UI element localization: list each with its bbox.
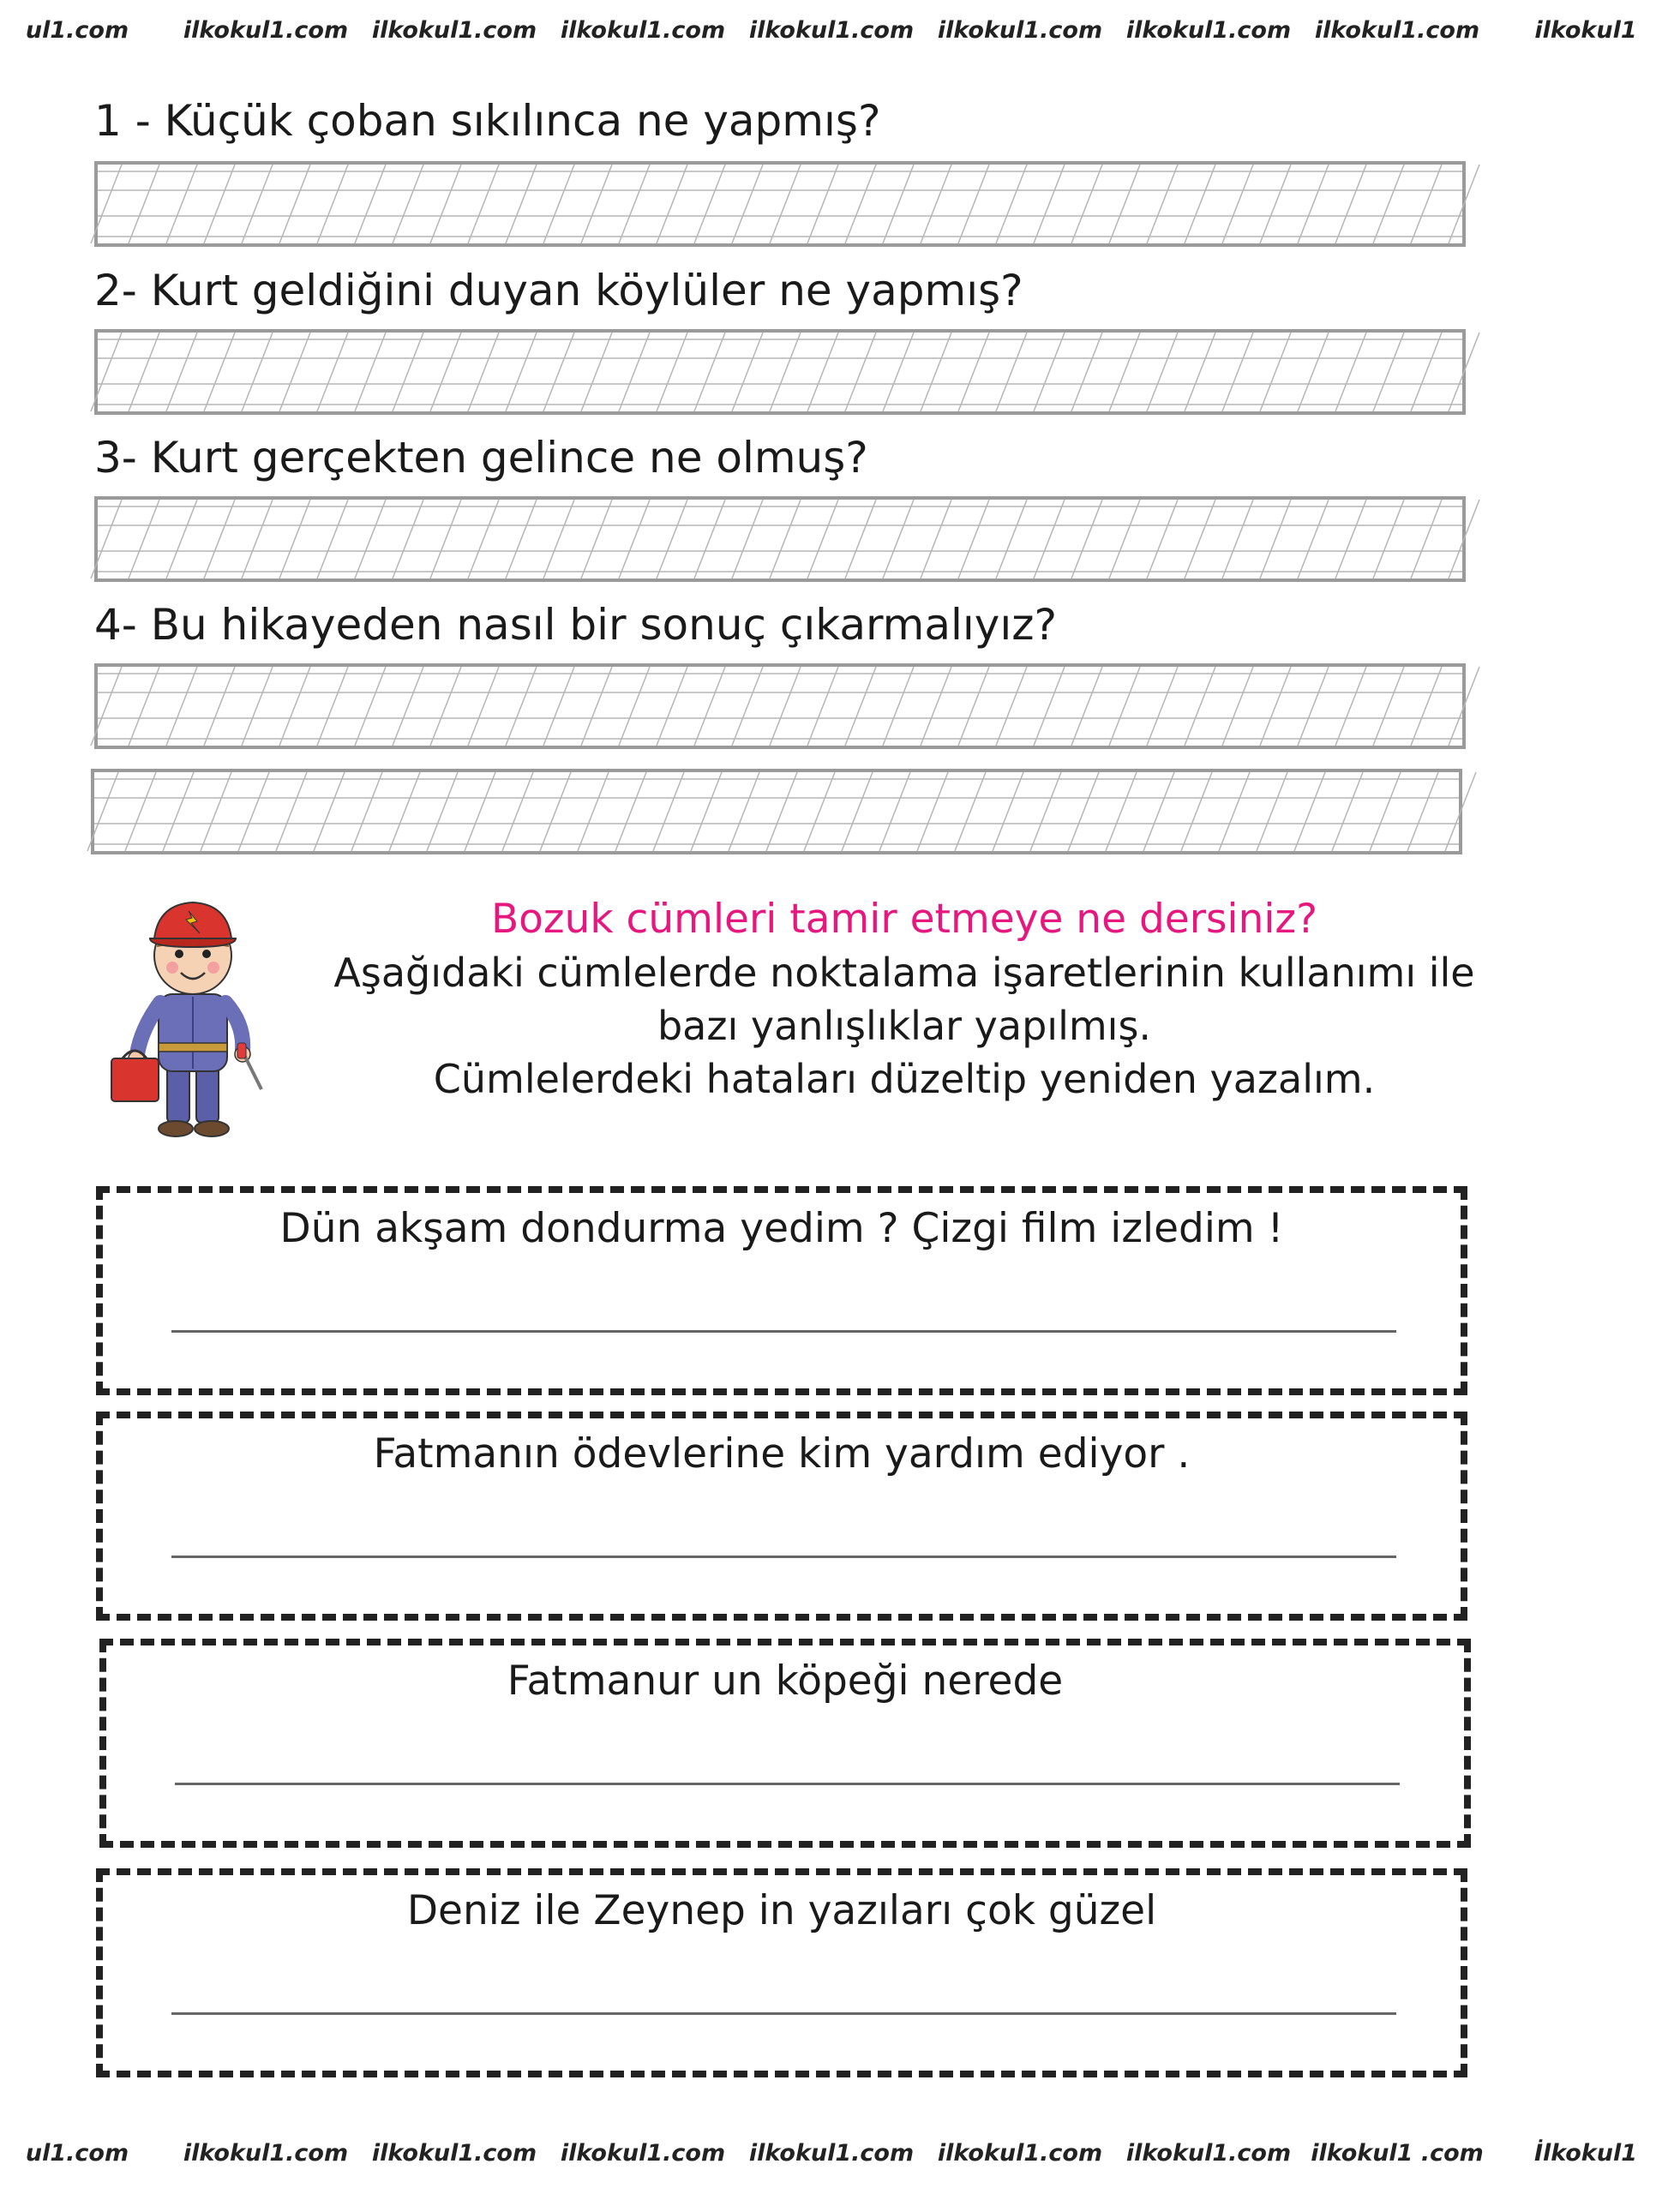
guide-slant <box>543 500 574 578</box>
guide-slant <box>1185 667 1215 746</box>
guide-slant <box>1335 500 1366 578</box>
guide-slant <box>468 500 499 578</box>
guide-slant <box>506 165 537 243</box>
guide-slant <box>1181 772 1212 851</box>
guide-slant <box>1034 333 1065 411</box>
guide-slant <box>1298 667 1329 746</box>
guide-slant <box>1373 165 1404 243</box>
watermark-text: ilkokul1.com <box>937 17 1103 44</box>
watermark-text: ul1.com <box>25 2140 129 2167</box>
guide-slant <box>351 772 382 851</box>
watermark-text: ilkokul1.com <box>1125 2140 1292 2167</box>
guide-slant <box>845 333 876 411</box>
watermark-text: ilkokul1.com <box>371 17 537 44</box>
guide-slant <box>1445 772 1476 851</box>
guide-slant <box>1298 500 1329 578</box>
guide-slant <box>1411 165 1442 243</box>
guide-slant <box>1411 333 1442 411</box>
watermark-text: ilkokul1 <box>1534 17 1637 44</box>
guide-slant <box>129 667 159 746</box>
guide-slant <box>1034 165 1065 243</box>
guide-slant <box>1449 165 1479 243</box>
guide-slant <box>1222 500 1253 578</box>
guide-slant <box>430 667 461 746</box>
watermark-top <box>0 17 1637 60</box>
guide-slant <box>770 333 801 411</box>
guide-slant <box>242 165 273 243</box>
guide-slant <box>1407 772 1438 851</box>
guide-slant <box>1222 165 1253 243</box>
guide-slant <box>166 667 197 746</box>
guide-slant <box>543 667 574 746</box>
guide-slant <box>619 333 650 411</box>
guide-slant <box>1185 333 1215 411</box>
guide-slant <box>91 165 122 243</box>
guide-slant <box>883 333 914 411</box>
guide-slant <box>766 772 797 851</box>
guide-slant <box>1449 333 1479 411</box>
guide-slant <box>694 667 725 746</box>
guide-slant <box>1030 772 1061 851</box>
guide-slant <box>581 667 612 746</box>
guide-slant <box>91 333 122 411</box>
guide-slant <box>317 333 348 411</box>
guide-slant <box>204 165 235 243</box>
guide-slant <box>770 667 801 746</box>
guide-slant <box>393 165 423 243</box>
guide-slant <box>91 667 122 746</box>
guide-slant <box>1034 500 1065 578</box>
watermark-text: ilkokul1.com <box>183 2140 349 2167</box>
guide-slant <box>1373 500 1404 578</box>
guide-slant <box>204 667 235 746</box>
guide-slant <box>653 772 684 851</box>
guide-slant <box>879 772 910 851</box>
guide-slant <box>242 667 273 746</box>
guide-slant <box>1109 500 1140 578</box>
sentence-box-2 <box>96 1412 1467 1621</box>
guide-slant <box>921 667 951 746</box>
guide-slant <box>204 333 235 411</box>
guide-slant <box>955 772 986 851</box>
writing-lines-1[interactable] <box>94 161 1466 247</box>
sentence-box-4 <box>96 1868 1467 2077</box>
writing-lines-5[interactable] <box>91 769 1462 854</box>
question-4: 4- Bu hikayeden nasıl bir sonuç çıkarmalıyız? <box>94 600 1058 650</box>
guide-slant <box>1298 165 1329 243</box>
guide-slant <box>958 500 989 578</box>
guide-lines-graphic <box>98 333 1462 411</box>
guide-lines-graphic <box>98 165 1462 243</box>
guide-slant <box>317 165 348 243</box>
guide-slant <box>129 333 159 411</box>
guide-slant <box>1185 165 1215 243</box>
guide-slant <box>958 333 989 411</box>
repairman-illustration <box>107 887 279 1144</box>
guide-slant <box>506 667 537 746</box>
guide-slant <box>317 500 348 578</box>
guide-slant <box>468 165 499 243</box>
guide-slant <box>732 500 763 578</box>
guide-slant <box>1147 333 1178 411</box>
guide-slant <box>1071 165 1102 243</box>
guide-slant <box>279 333 310 411</box>
guide-slant <box>430 165 461 243</box>
guide-slant <box>694 500 725 578</box>
faulty-sentence-4: Deniz ile Zeynep in yazıları çok güzel <box>406 1887 1157 1934</box>
faulty-sentence-2: Fatmanın ödevlerine kim yardım ediyor . <box>373 1430 1191 1478</box>
guide-slant <box>1373 333 1404 411</box>
guide-slant <box>996 667 1027 746</box>
guide-slant <box>732 333 763 411</box>
guide-slant <box>732 165 763 243</box>
guide-slant <box>543 165 574 243</box>
guide-slant <box>694 165 725 243</box>
guide-slant <box>921 500 951 578</box>
guide-slant <box>1260 333 1291 411</box>
guide-slant <box>1219 772 1250 851</box>
guide-slant <box>807 165 838 243</box>
guide-slant <box>427 772 458 851</box>
guide-slant <box>1370 772 1401 851</box>
guide-slant <box>921 333 951 411</box>
guide-slant <box>1335 165 1366 243</box>
writing-lines-2[interactable] <box>94 329 1466 415</box>
guide-slant <box>166 165 197 243</box>
watermark-text: ul1.com <box>25 17 129 44</box>
guide-slant <box>355 333 386 411</box>
guide-slant <box>842 772 873 851</box>
instruction-line-3: Cümlelerdeki hataları düzeltip yeniden yazalım. <box>433 1056 1376 1102</box>
watermark-text: ilkokul1.com <box>1125 17 1292 44</box>
guide-slant <box>1332 772 1363 851</box>
guide-slant <box>1335 667 1366 746</box>
faulty-sentence-1: Dün akşam dondurma yedim ? Çizgi film izledim ! <box>279 1205 1284 1252</box>
guide-slant <box>238 772 269 851</box>
guide-slant <box>807 500 838 578</box>
guide-slant <box>506 333 537 411</box>
guide-slant <box>770 500 801 578</box>
guide-slant <box>393 667 423 746</box>
guide-slant <box>993 772 1023 851</box>
guide-lines-graphic <box>98 500 1462 578</box>
guide-slant <box>921 165 951 243</box>
guide-slant <box>1143 772 1174 851</box>
guide-slant <box>163 772 194 851</box>
guide-slant <box>1298 333 1329 411</box>
guide-slant <box>619 165 650 243</box>
guide-slant <box>657 667 687 746</box>
answer-line-1[interactable] <box>171 1330 1396 1333</box>
guide-slant <box>355 165 386 243</box>
guide-slant <box>1449 667 1479 746</box>
guide-slant <box>807 333 838 411</box>
guide-slant <box>804 772 835 851</box>
question-3: 3- Kurt gerçekten gelince ne olmuş? <box>94 433 868 483</box>
guide-slant <box>845 500 876 578</box>
answer-line-2[interactable] <box>171 1556 1396 1558</box>
guide-slant <box>430 333 461 411</box>
faulty-sentence-3: Fatmanur un köpeği nerede <box>507 1657 1064 1705</box>
guide-slant <box>1222 667 1253 746</box>
guide-slant <box>691 772 722 851</box>
guide-slant <box>578 772 609 851</box>
guide-slant <box>279 667 310 746</box>
answer-line-4[interactable] <box>171 2012 1396 2015</box>
guide-slant <box>807 667 838 746</box>
watermark-text: ilkokul1.com <box>371 2140 537 2167</box>
guide-slant <box>540 772 571 851</box>
guide-slant <box>1449 500 1479 578</box>
watermark-text: ilkokul1.com <box>560 2140 726 2167</box>
guide-slant <box>129 165 159 243</box>
guide-slant <box>996 500 1027 578</box>
guide-slant <box>276 772 307 851</box>
guide-slant <box>1034 667 1065 746</box>
instruction-line-2: bazı yanlışlıklar yapılmış. <box>657 1003 1152 1049</box>
guide-slant <box>1260 500 1291 578</box>
guide-slant <box>355 667 386 746</box>
guide-slant <box>465 772 495 851</box>
guide-lines-graphic <box>94 772 1459 851</box>
section-title: Bozuk cümleri tamir etmeye ne dersiniz? <box>490 896 1318 943</box>
watermark-text: ilkokul1.com <box>748 2140 915 2167</box>
guide-slant <box>129 500 159 578</box>
guide-slant <box>657 500 687 578</box>
guide-slant <box>1071 500 1102 578</box>
guide-slant <box>729 772 759 851</box>
guide-slant <box>1147 500 1178 578</box>
instruction-line-1: Aşağıdaki cümlelerde noktalama işaretlerinin kullanımı ile <box>333 950 1475 996</box>
guide-slant <box>1294 772 1325 851</box>
guide-slant <box>1071 667 1102 746</box>
guide-slant <box>770 165 801 243</box>
writing-lines-4[interactable] <box>94 663 1466 749</box>
guide-lines-graphic <box>98 667 1462 746</box>
watermark-text: ilkokul1 .com <box>1311 2140 1484 2167</box>
guide-slant <box>1147 165 1178 243</box>
guide-slant <box>619 500 650 578</box>
guide-slant <box>1109 667 1140 746</box>
guide-slant <box>393 500 423 578</box>
guide-slant <box>845 667 876 746</box>
sentence-box-1 <box>96 1186 1467 1395</box>
watermark-text: ilkokul1.com <box>937 2140 1103 2167</box>
guide-slant <box>1106 772 1137 851</box>
guide-slant <box>204 500 235 578</box>
guide-slant <box>201 772 231 851</box>
guide-slant <box>355 500 386 578</box>
guide-slant <box>581 165 612 243</box>
answer-line-3[interactable] <box>175 1783 1400 1785</box>
guide-slant <box>619 667 650 746</box>
guide-slant <box>1260 667 1291 746</box>
guide-slant <box>317 667 348 746</box>
guide-slant <box>389 772 420 851</box>
question-2: 2- Kurt geldiğini duyan köylüler ne yapmış? <box>94 266 1023 315</box>
guide-slant <box>166 333 197 411</box>
guide-slant <box>468 333 499 411</box>
guide-slant <box>125 772 156 851</box>
guide-slant <box>279 500 310 578</box>
guide-slant <box>279 165 310 243</box>
guide-slant <box>1071 333 1102 411</box>
guide-slant <box>657 333 687 411</box>
guide-slant <box>242 500 273 578</box>
guide-slant <box>502 772 533 851</box>
guide-slant <box>581 333 612 411</box>
guide-slant <box>1109 165 1140 243</box>
guide-slant <box>1185 500 1215 578</box>
guide-slant <box>87 772 118 851</box>
guide-slant <box>543 333 574 411</box>
guide-slant <box>845 165 876 243</box>
question-1: 1 - Küçük çoban sıkılınca ne yapmış? <box>94 96 881 146</box>
guide-slant <box>694 333 725 411</box>
guide-slant <box>996 165 1027 243</box>
guide-slant <box>958 667 989 746</box>
guide-slant <box>883 500 914 578</box>
guide-slant <box>732 667 763 746</box>
sentence-box-3 <box>99 1639 1471 1848</box>
watermark-text: ilkokul1.com <box>1314 17 1480 44</box>
guide-slant <box>393 333 423 411</box>
guide-slant <box>91 500 122 578</box>
guide-slant <box>657 165 687 243</box>
guide-slant <box>166 500 197 578</box>
watermark-text: ilkokul1.com <box>560 17 726 44</box>
guide-slant <box>1147 667 1178 746</box>
watermark-bottom <box>0 2140 1638 2183</box>
guide-slant <box>958 165 989 243</box>
guide-slant <box>468 667 499 746</box>
guide-slant <box>242 333 273 411</box>
guide-slant <box>314 772 345 851</box>
guide-slant <box>1335 333 1366 411</box>
guide-slant <box>615 772 646 851</box>
guide-slant <box>1260 165 1291 243</box>
guide-slant <box>1257 772 1287 851</box>
watermark-text: İlkokul1 <box>1533 2140 1638 2167</box>
guide-slant <box>996 333 1027 411</box>
guide-slant <box>1373 667 1404 746</box>
guide-slant <box>1109 333 1140 411</box>
guide-slant <box>1222 333 1253 411</box>
guide-slant <box>506 500 537 578</box>
guide-slant <box>1411 667 1442 746</box>
writing-lines-3[interactable] <box>94 496 1466 582</box>
guide-slant <box>917 772 948 851</box>
guide-slant <box>1068 772 1099 851</box>
watermark-text: ilkokul1.com <box>748 17 915 44</box>
guide-slant <box>1411 500 1442 578</box>
guide-slant <box>883 667 914 746</box>
guide-slant <box>883 165 914 243</box>
watermark-text: ilkokul1.com <box>183 17 349 44</box>
guide-slant <box>430 500 461 578</box>
guide-slant <box>581 500 612 578</box>
